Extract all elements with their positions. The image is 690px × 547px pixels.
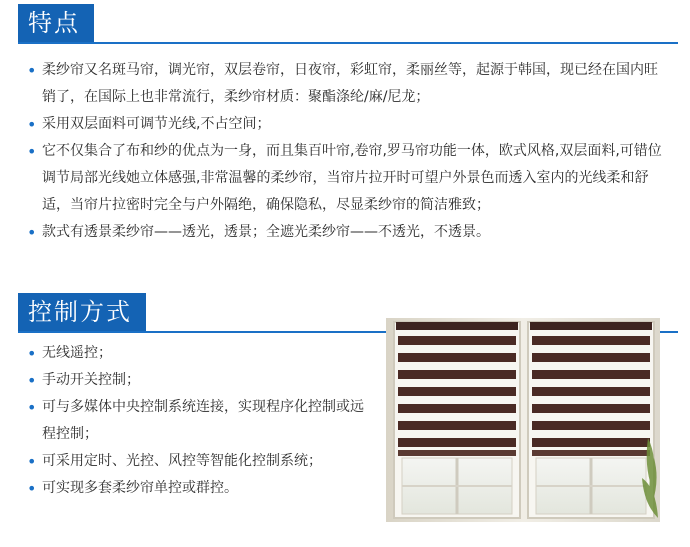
list-item: • 手动开关控制； <box>22 367 372 394</box>
bullet-dot-icon: • <box>27 142 37 161</box>
list-item: • 款式有透景柔纱帘——透光，透景；全遮光柔纱帘——不透光，不透景。 <box>22 219 662 246</box>
zebra-blind-photo <box>386 318 660 522</box>
controls-title: 控制方式 <box>18 293 146 331</box>
list-item: • 可采用定时、光控、风控等智能化控制系统； <box>22 448 372 475</box>
list-item: • 柔纱帘又名斑马帘，调光帘，双层卷帘，日夜帘，彩虹帘，柔丽丝等，起源于韩国，现已经在国内旺销了，在国际上也非常流行，柔纱帘材质：聚酯涤纶/麻/尼龙； <box>22 57 662 111</box>
bullet-dot-icon: • <box>27 115 37 134</box>
list-item: • 可实现多套柔纱帘单控或群控。 <box>22 475 372 502</box>
features-list <box>22 57 662 246</box>
list-item: • 采用双层面料可调节光线,不占空间； <box>22 111 662 138</box>
list-item: • 它不仅集合了布和纱的优点为一身，而且集百叶帘,卷帘,罗马帘功能一体，欧式风格,双层面料,可错位调节局部光线她立体感强,非常温馨的柔纱帘，当帘片拉开时可望户外景色而透入室内的光线柔和舒适，当帘片拉密时完全与户外隔绝，确保隐私，尽显柔纱帘的简洁雅致； <box>22 138 662 219</box>
bullet-dot-icon: • <box>27 223 37 242</box>
left-window <box>394 322 520 518</box>
list-item: • 可与多媒体中央控制系统连接，实现程序化控制或远程控制； <box>22 394 372 448</box>
features-title: 特点 <box>18 4 94 42</box>
features-section-header <box>0 4 690 42</box>
controls-list <box>22 340 372 502</box>
list-item: • 无线遥控； <box>22 340 372 367</box>
bullet-dot-icon: • <box>27 479 37 498</box>
bullet-dot-icon: • <box>27 398 37 417</box>
bullet-dot-icon: • <box>27 344 37 363</box>
features-divider <box>18 42 678 44</box>
bullet-dot-icon: • <box>27 371 37 390</box>
bullet-dot-icon: • <box>27 452 37 471</box>
zebra-blind-illustration <box>386 318 660 522</box>
right-window <box>528 322 654 518</box>
bullet-dot-icon: • <box>27 61 37 80</box>
